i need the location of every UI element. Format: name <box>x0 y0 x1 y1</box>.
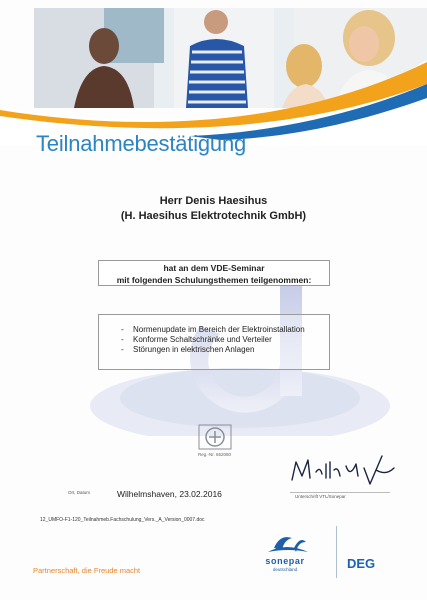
sonepar-name: sonepar <box>265 556 305 566</box>
recipient-name: Herr Denis Haesihus <box>159 195 268 207</box>
seminar-line-1: hat an dem VDE-Seminar <box>163 263 265 273</box>
seminar-line-2: mit folgenden Schulungsthemen teilgenommen: <box>116 275 312 285</box>
topic-item: - Konforme Schaltschränke und Verteiler <box>121 335 323 345</box>
signature <box>286 446 398 494</box>
footer-divider <box>336 526 337 578</box>
recipient-company: (H. Haesihus Elektrotechnik GmbH) <box>120 210 307 222</box>
signature-label: Unterschrift VTL/Sonepar <box>295 494 346 499</box>
topics-list <box>121 325 323 355</box>
sonepar-subtitle: deutschland <box>272 567 298 572</box>
topics-list-box <box>98 314 330 370</box>
deg-logo: DEG <box>347 556 376 571</box>
sonepar-logo-icon <box>244 530 326 580</box>
recipient-block <box>0 194 427 224</box>
footer-slogan: Partnerschaft, die Freude macht <box>33 566 141 575</box>
document-reference: 12_UMFO-F1-120_Teilnahmeb.Fachschulung_Vers._A_Version_0007.doc <box>40 517 205 523</box>
topic-item: - Störungen in elektrischen Anlagen <box>121 345 323 355</box>
seminar-statement <box>98 260 330 286</box>
page-title: Teilnahmebestätigung <box>36 131 247 156</box>
registration-number: Reg.-Nr. 652080 <box>198 452 232 457</box>
certification-seal-icon <box>198 424 232 450</box>
signature-line <box>290 492 390 493</box>
place-date: Wilhelmshaven, 23.02.2016 <box>117 489 222 499</box>
topic-item: - Normenupdate im Bereich der Elektroinstallation <box>121 325 323 335</box>
place-date-label: Ort, Datum <box>68 490 91 495</box>
